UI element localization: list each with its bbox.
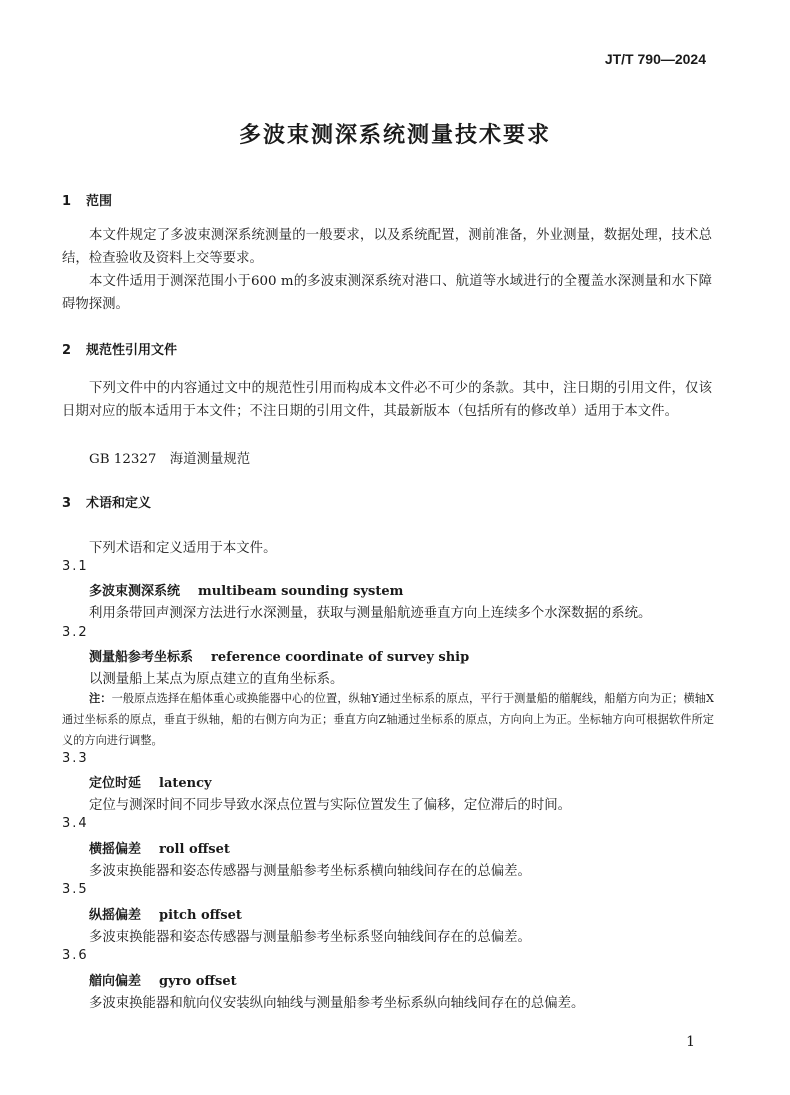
section-number: 2 [62,343,72,358]
section-title: 术语和定义 [86,496,152,511]
term-number: 3.3 [62,751,89,766]
term-definition: 多波束换能器和姿态传感器与测量船参考坐标系横向轴线间存在的总偏差。 [89,864,531,879]
term-definition: 以测量船上某点为原点建立的直角坐标系。 [89,672,344,687]
term-definition: 利用条带回声测深方法进行水深测量，获取与测量船航迹垂直方向上连续多个水深数据的系统。 [89,606,652,621]
term-en: reference coordinate of survey ship [211,650,470,665]
term-zh: 横摇偏差 [89,842,142,857]
term-number: 3.4 [62,816,89,831]
term-en: latency [159,776,212,791]
term-number: 3.2 [62,625,89,640]
paragraph: 下列术语和定义适用于本文件。 [89,541,277,556]
section-heading-3 [62,492,151,511]
section-number: 1 [62,194,72,209]
paragraph: 本文件适用于测深范围小于600 m的多波束测深系统对港口、航道等水域进行的全覆盖水深测量和水下障碍物探测。 [62,274,712,312]
term-number: 3.1 [62,559,89,574]
section-heading-1 [62,190,112,209]
term-en: gyro offset [159,974,237,989]
note-label: 注： [89,692,112,705]
term-en: multibeam sounding system [198,584,404,599]
normative-reference: GB 12327 海道测量规范 [89,452,251,467]
term-number: 3.6 [62,948,89,963]
term-entry [89,904,242,923]
term-zh: 定位时延 [89,776,142,791]
page-number: 1 [686,1034,695,1050]
section-number: 3 [62,496,72,511]
term-zh: 纵摇偏差 [89,908,142,923]
standard-code: JT/T 790—2024 [604,51,706,67]
term-entry [89,580,403,599]
term-zh: 多波束测深系统 [89,584,181,599]
term-definition: 定位与测深时间不同步导致水深点位置与实际位置发生了偏移，定位滞后的时间。 [89,798,572,813]
term-entry [89,838,230,857]
term-en: pitch offset [159,908,242,923]
term-zh: 测量船参考坐标系 [89,650,194,665]
section-title: 规范性引用文件 [86,343,178,358]
paragraph: 本文件规定了多波束测深系统测量的一般要求，以及系统配置，测前准备，外业测量，数据处理，技术总结，检查验收及资料上交等要求。 [62,228,712,266]
term-number: 3.5 [62,882,89,897]
paragraph: 下列文件中的内容通过文中的规范性引用而构成本文件必不可少的条款。其中，注日期的引用文件，仅该日期对应的版本适用于本文件；不注日期的引用文件，其最新版本（包括所有的修改单）适用于本文件。 [62,381,712,419]
section-title: 范围 [86,194,113,209]
term-definition: 多波束换能器和姿态传感器与测量船参考坐标系竖向轴线间存在的总偏差。 [89,930,531,945]
note-text: 一般原点选择在船体重心或换能器中心的位置，纵轴Y通过坐标系的原点，平行于测量船的艏艉线，船艏方向为正；横轴X通过坐标系的原点，垂直于纵轴，船的右侧方向为正；垂直方向Z轴通过坐标系的原点，方向向上为正。坐标轴方向可根据软件所定义的方向进行调整。 [62,692,714,747]
term-note [62,688,714,751]
term-en: roll offset [159,842,230,857]
term-entry [89,772,212,791]
term-entry [89,646,469,665]
term-definition: 多波束换能器和航向仪安装纵向轴线与测量船参考坐标系纵向轴线间存在的总偏差。 [89,996,585,1011]
section-heading-2 [62,339,177,358]
document-title: 多波束测深系统测量技术要求 [238,123,551,148]
term-entry [89,970,237,989]
term-zh: 艏向偏差 [89,974,142,989]
